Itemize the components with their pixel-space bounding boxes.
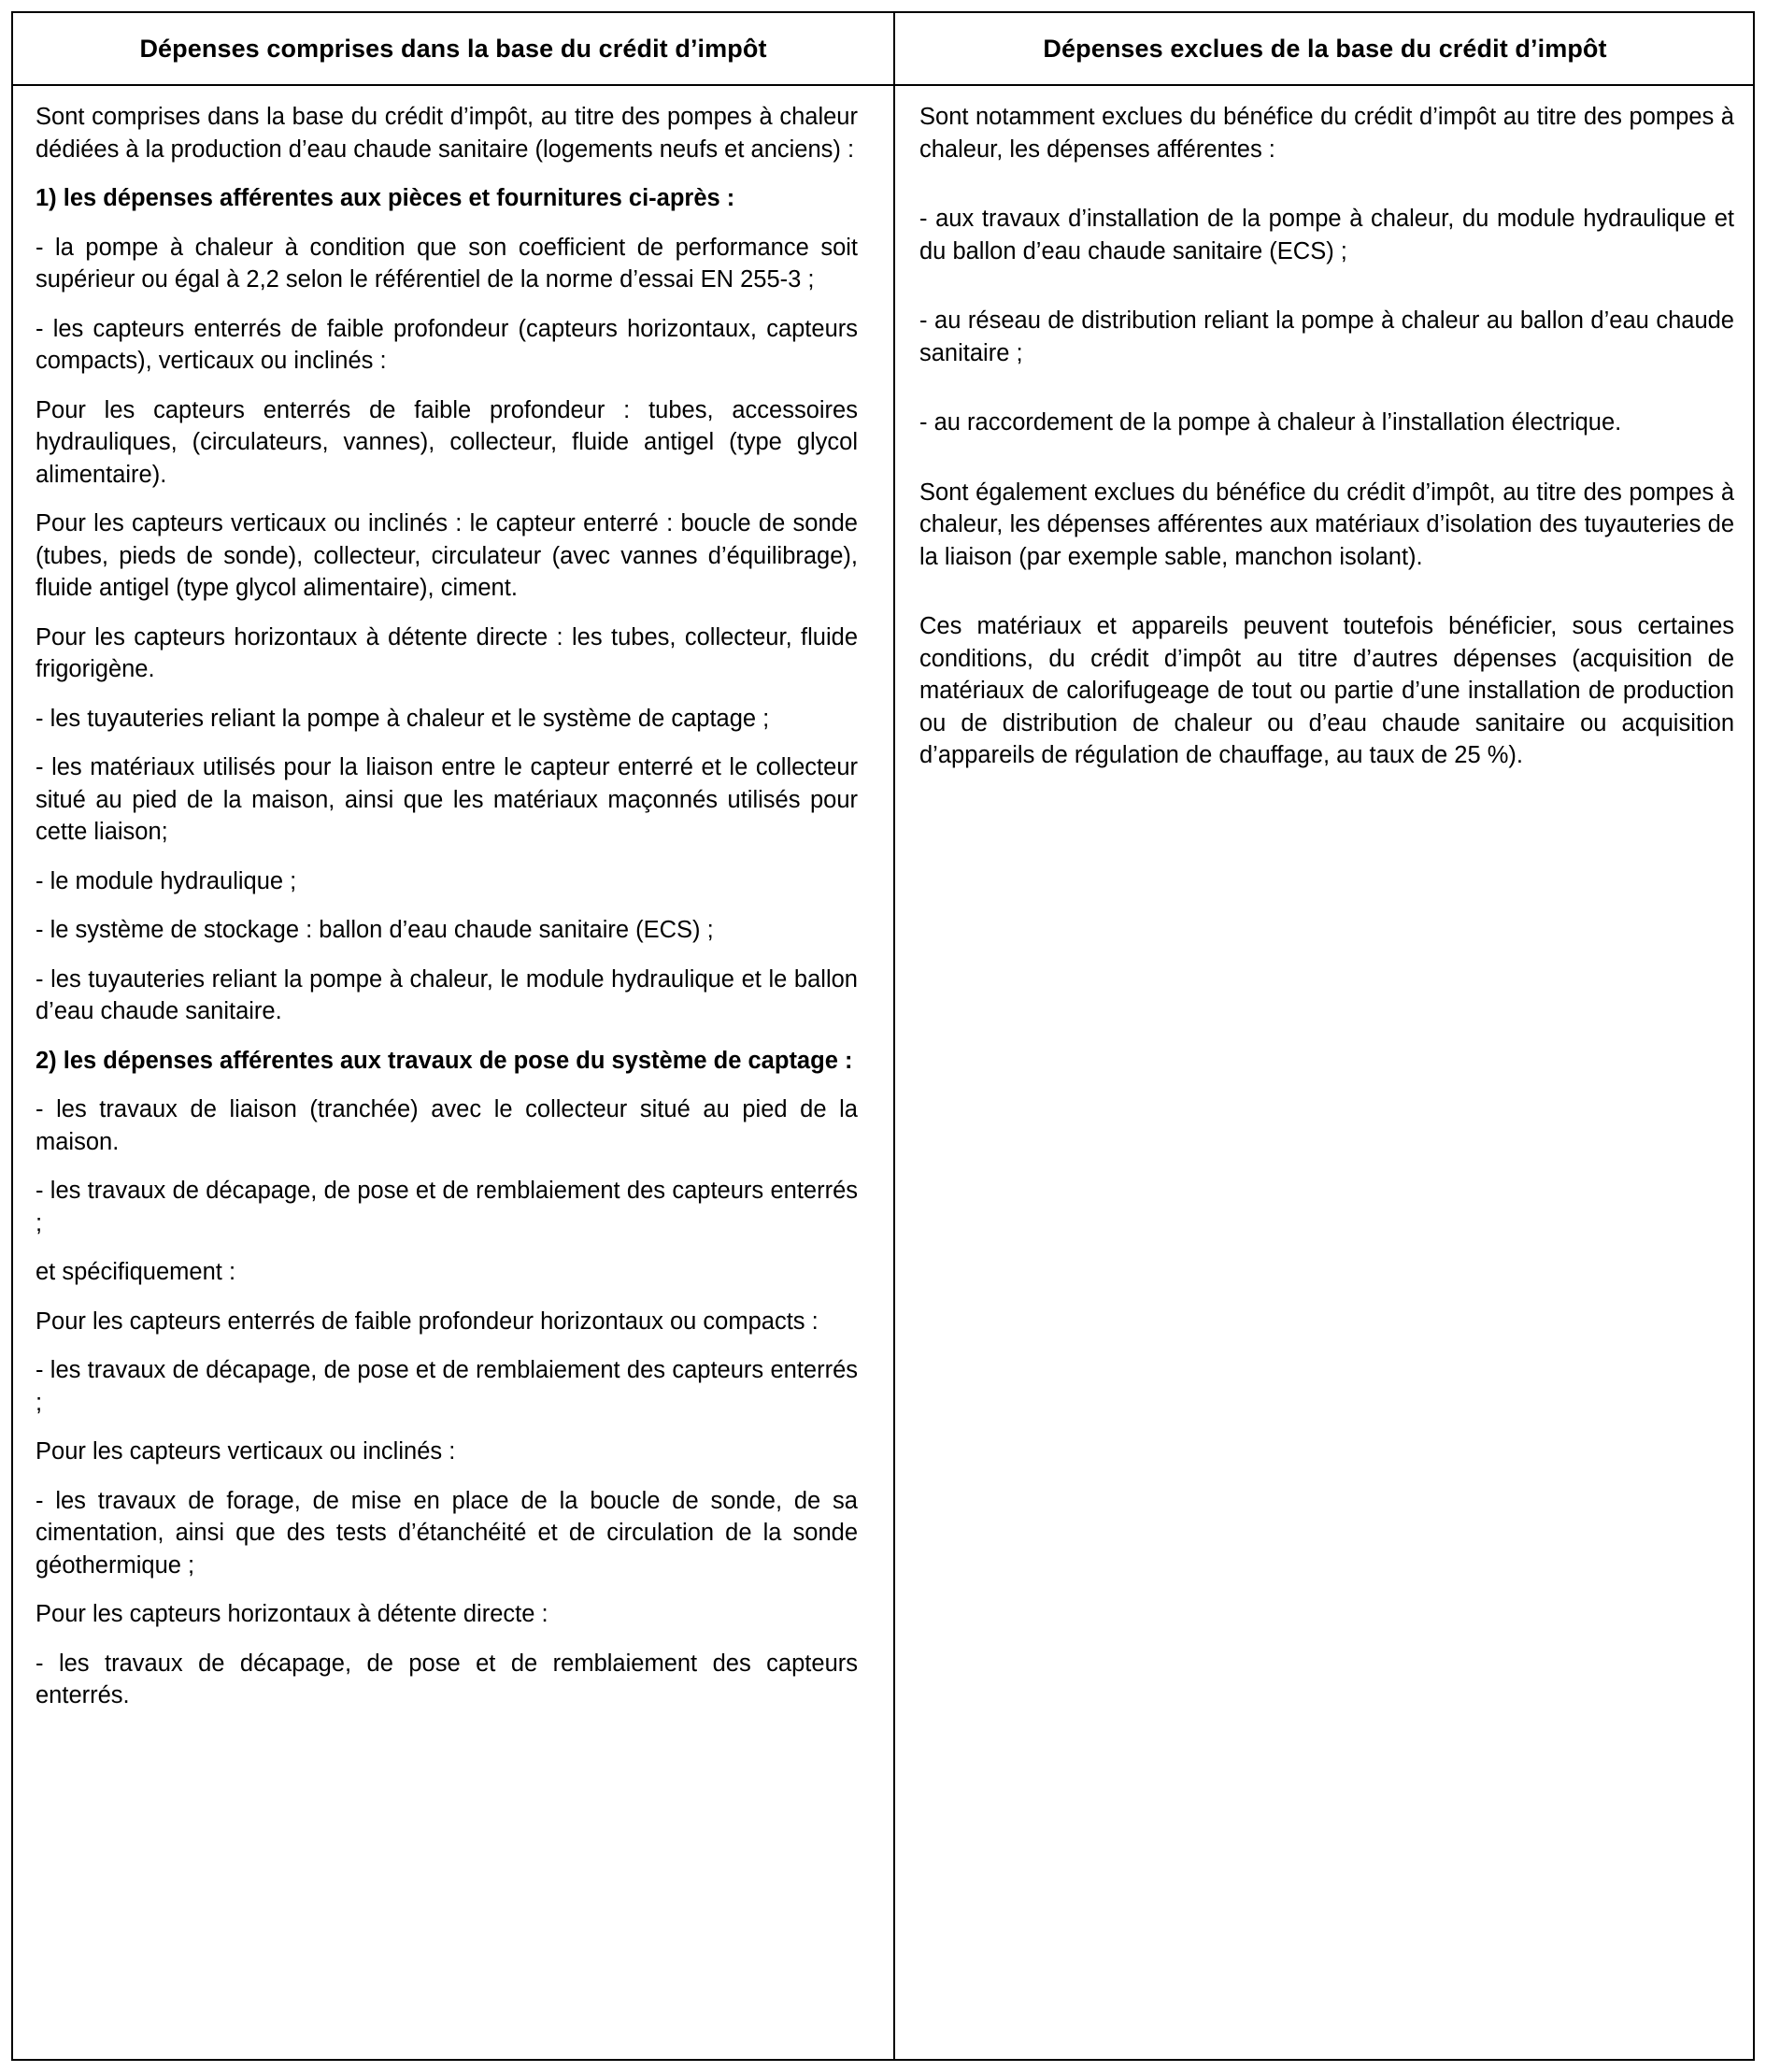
paragraph: Pour les capteurs horizontaux à détente directe : les tubes, collecteur, fluide frigorigène. [36,623,858,682]
paragraph: - les tuyauteries reliant la pompe à chaleur et le système de captage ; [36,705,770,732]
paragraph: - les tuyauteries reliant la pompe à chaleur, le module hydraulique et le ballon d’eau chaude sanitaire. [36,965,858,1024]
excluded-expenses-column [919,101,1734,772]
paragraph: Ces matériaux et appareils peuvent toutefois bénéficier, sous certaines conditions, du crédit d’impôt au titre d’autres dépenses (acquisition de matériaux de calorifugeage de tout ou partie d’une installation de production ou de distribution de chaleur ou d’eau chaude sanitaire ou acquisition d’appareils de régulation de chauffage, au taux de 25 %). [919,613,1734,768]
expense-table [11,11,1755,2061]
paragraph: Sont également exclues du bénéfice du crédit d’impôt, au titre des pompes à chaleur, les dépenses afférentes aux matériaux d’isolation des tuyauteries de la liaison (par exemple sable, manchon isolant). [919,479,1734,570]
section-heading: 2) les dépenses afférentes aux travaux de pose du système de captage : [36,1047,853,1074]
column-divider [893,13,895,2059]
paragraph: Sont notamment exclues du bénéfice du crédit d’impôt au titre des pompes à chaleur, les dépenses afférentes : [919,104,1734,163]
paragraph: - le système de stockage : ballon d’eau chaude sanitaire (ECS) ; [36,917,714,943]
paragraph: - les travaux de forage, de mise en place de la boucle de sonde, de sa cimentation, ainsi que des tests d’étanchéité et de circulation de la sonde géothermique ; [36,1487,858,1579]
paragraph: - les travaux de décapage, de pose et de remblaiement des capteurs enterrés ; [36,1178,858,1236]
paragraph: - aux travaux d’installation de la pompe à chaleur, du module hydraulique et du ballon d’eau chaude sanitaire (ECS) ; [919,206,1734,264]
section-heading: 1) les dépenses afférentes aux pièces et fournitures ci-après : [36,185,735,211]
paragraph: - la pompe à chaleur à condition que son coefficient de performance soit supérieur ou égal à 2,2 selon le référentiel de la norme d’essai EN 255-3 ; [36,234,858,293]
included-expenses-column [36,101,858,1712]
paragraph: Pour les capteurs enterrés de faible profondeur horizontaux ou compacts : [36,1308,819,1335]
header-included-expenses: Dépenses comprises dans la base du crédit d’impôt [139,34,767,63]
paragraph: - les capteurs enterrés de faible profondeur (capteurs horizontaux, capteurs compacts), verticaux ou inclinés : [36,315,858,374]
paragraph: - les travaux de décapage, de pose et de remblaiement des capteurs enterrés. [36,1650,858,1708]
paragraph: - le module hydraulique ; [36,867,297,894]
paragraph: - au raccordement de la pompe à chaleur à l’installation électrique. [919,409,1622,436]
paragraph: et spécifiquement : [36,1259,236,1285]
header-divider [13,84,1753,86]
header-excluded-expenses: Dépenses exclues de la base du crédit d’impôt [1043,34,1607,63]
paragraph: - les travaux de décapage, de pose et de remblaiement des capteurs enterrés ; [36,1357,858,1416]
paragraph: Sont comprises dans la base du crédit d’impôt, au titre des pompes à chaleur dédiées à la production d’eau chaude sanitaire (logements neufs et anciens) : [36,104,858,163]
paragraph: - les travaux de liaison (tranchée) avec le collecteur situé au pied de la maison. [36,1096,858,1155]
paragraph: Pour les capteurs horizontaux à détente directe : [36,1601,548,1627]
paragraph: - les matériaux utilisés pour la liaison entre le capteur enterré et le collecteur situé au pied de la maison, ainsi que les matériaux maçonnés utilisés pour cette liaison; [36,754,858,845]
paragraph: - au réseau de distribution reliant la pompe à chaleur au ballon d’eau chaude sanitaire ; [919,307,1734,366]
paragraph: Pour les capteurs enterrés de faible profondeur : tubes, accessoires hydrauliques, (circulateurs, vannes), collecteur, fluide antigel (type glycol alimentaire). [36,396,858,488]
paragraph: Pour les capteurs verticaux ou inclinés : [36,1438,456,1465]
paragraph: Pour les capteurs verticaux ou inclinés : le capteur enterré : boucle de sonde (tubes, pieds de sonde), collecteur, circulateur (avec vannes d’équilibrage), fluide antigel (type glycol alimentaire), ciment. [36,510,858,601]
